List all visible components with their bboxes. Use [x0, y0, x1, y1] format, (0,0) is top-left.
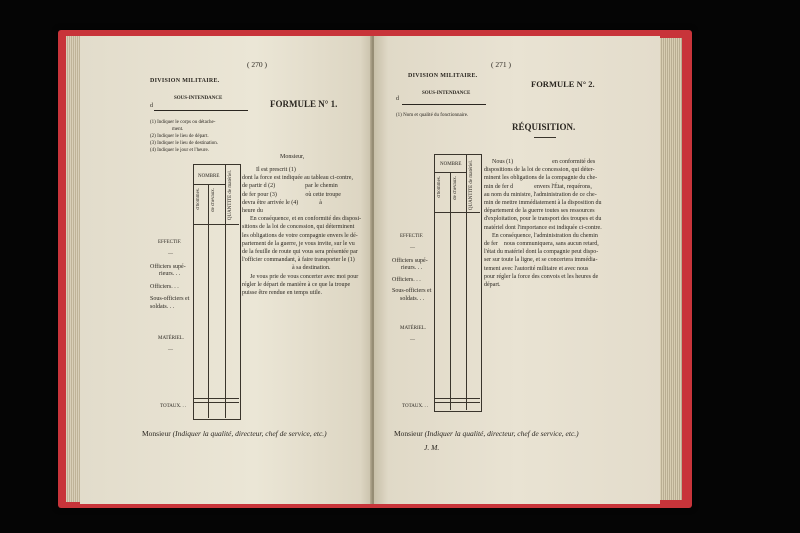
sous-intendance-label: SOUS-INTENDANCE — [174, 96, 223, 101]
division-header: DIVISION MILITAIRE. — [150, 78, 220, 84]
page-number: ( 271 ) — [491, 60, 511, 69]
table-col-horses: de chevaux. — [453, 176, 458, 200]
division-header: DIVISION MILITAIRE. — [408, 73, 478, 79]
initials: J. M. — [424, 443, 440, 452]
table-row-label: — — [168, 252, 173, 257]
formula-title: FORMULE N° 2. — [531, 79, 595, 89]
table-col-material: QUANTITÉ de matériel. — [228, 170, 233, 221]
table-col-men: d'hommes. — [437, 176, 442, 198]
table-row-label: EFFECTIF. — [158, 240, 182, 245]
table-row-label: MATÉRIEL. — [158, 336, 184, 341]
note-line: ment. — [172, 127, 184, 132]
salutation: Monsieur, — [280, 154, 305, 160]
table-row-label: soldats. . . — [150, 304, 175, 310]
sous-intendance-label: SOUS-INTENDANCE — [422, 91, 471, 96]
table-row-label: Sous-officiers et — [392, 288, 432, 294]
table-group-header: NOMBRE — [198, 174, 220, 179]
d-prefix: d — [150, 103, 153, 109]
left-page — [80, 36, 372, 504]
table-row-label: Officiers. . . — [150, 284, 179, 290]
table-row-label: soldats. . . — [400, 296, 425, 302]
footnote: (1) Nom et qualité du fonctionnaire. — [396, 113, 469, 118]
body-text: Nous (1) en conformité des dispositions de la loi de concession, qui déter- minent les obligations de la compagnie du che- min de fer d envers l'État, requérons, au nom du ministre, l'administration de ce che- min de mettre immédiatement à la disposition du département de la guerre toutes ses ressources d'exploitation, pour le transport des troupes et du matériel dont l'importance est indiquée ci-contre. En conséquence, l'administration du chemin de fer nous communiquera, sans aucun retard, l'état du matériel dont la compagnie peut dispo- ser sur toute la ligne, et se concertera immédia- tement avec l'autorité militaire et avec nous pour régler la force des convois et les heures de départ. — [484, 159, 602, 289]
signature-label: Monsieur (Indiquer la qualité, directeur, chef de service, etc.) — [394, 429, 579, 438]
table-row-label: — — [168, 348, 173, 353]
requisition-heading: RÉQUISITION. — [512, 122, 576, 132]
wavy-rule — [402, 104, 486, 105]
right-page — [374, 36, 660, 504]
table-row-label: Sous-officiers et — [150, 296, 190, 302]
table-row-label: TOTAUX. . . — [160, 404, 187, 409]
table-row-label: rieurs. . . — [159, 271, 181, 277]
table-row-label: Officiers supé- — [150, 264, 186, 270]
page-edges-right — [660, 38, 682, 500]
note-line: (1) Indiquer le corps ou détache- — [150, 120, 216, 125]
table-col-material: QUANTITÉ de matériel. — [469, 160, 474, 211]
table-group-header: NOMBRE — [440, 162, 462, 167]
table-row-label: — — [410, 246, 415, 251]
body-text: Il est prescrit (1) dont la force est indiquée au tableau ci-contre, de partir d (2) par le chemin de fer pour (3) où cette troupe devra être arrivée le (4) à heure du En conséquence, et en conformité des disposi- sitions de la loi de concession, qui déterminent les obligations de votre compagnie envers le dé- partement de la guerre, je vous invite, sur le vu de la feuille de route qui vous sera présentée par l'officier commandant, à faire transporter le (1) à sa destination. Je vous prie de vous concerter avec moi pour régler le départ de manière à ce que la troupe puisse être rendue en temps utile. — [242, 167, 362, 297]
page-number: ( 270 ) — [247, 60, 267, 69]
table-row-label: MATÉRIEL. — [400, 326, 426, 331]
note-line: (3) Indiquer le lieu de destination. — [150, 141, 219, 146]
table-row-label: TOTAUX. . . — [402, 404, 429, 409]
table-row-label: EFFECTIF. — [400, 234, 424, 239]
table-row-label: rieurs. . . — [401, 265, 423, 271]
table-col-men: d'hommes. — [196, 188, 201, 210]
signature-label: Monsieur (Indiquer la qualité, directeur, chef de service, etc.) — [142, 429, 327, 438]
wavy-rule — [154, 110, 248, 111]
table-row-label: Officiers supé- — [392, 258, 428, 264]
table-col-horses: de chevaux. — [211, 188, 216, 212]
d-prefix: d — [396, 96, 399, 102]
table-row-label: — — [410, 338, 415, 343]
table-row-label: Officiers. . . — [392, 277, 421, 283]
formula-title: FORMULE N° 1. — [270, 99, 338, 109]
note-line: (4) Indiquer le jour et l'heure. — [150, 148, 209, 153]
page-edges-left — [66, 36, 80, 502]
note-line: (2) Indiquer le lieu de départ. — [150, 134, 209, 139]
